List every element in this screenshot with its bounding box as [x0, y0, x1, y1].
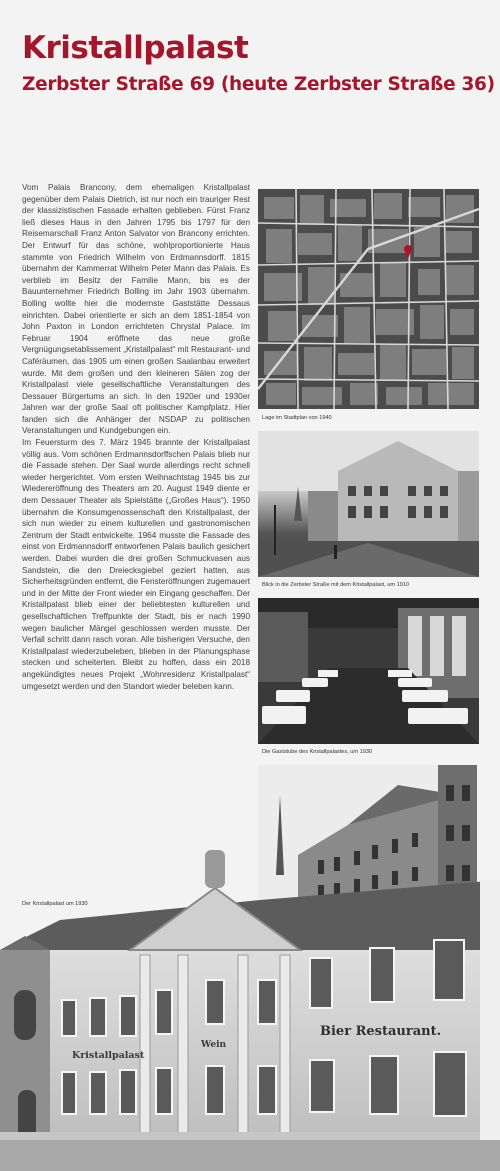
sign-wein: Wein	[201, 1040, 227, 1050]
sign-bier-restaurant: Bier Restaurant.	[320, 1024, 442, 1039]
interior-photo	[258, 598, 479, 744]
sign-kristallpalast: Kristallpalast	[72, 1050, 145, 1061]
caption-map: Lage im Stadtplan von 1940	[262, 415, 332, 421]
vase-icon	[205, 850, 225, 888]
page-title: Kristallpalast	[22, 30, 249, 66]
building-1930-photo	[0, 840, 500, 1171]
paragraph-1: Vom Palais Brancony, dem ehemaligen Kristallpalast gegenüber dem Palais Dietrich, ist nur noch ein trauriger Rest der klassizistischen Fassade erhalten geblieben. Fürst Franz ließ dieses Haus in den Jahren 1795 bis 1797 für den Reisemarschall Franz Anton Salvator von Brancony errichten. Der Entwurf für das schöne, wohlproportionierte Haus stammte von Friedrich Wilhelm von Erdmannsdorff. 1815 übernahm der Kammerrat Wilhelm Peter Mann das Palais. Es verblieb im Besitz der Familie Mann, bis es der Bauunternehmer Friedrich Bolling im Jahr 1903 übernahm. Bolling wollte hier die modernste Gaststätte Dessaus einrichten. Dabei orientierte er sich an dem 1851-1854 von John Paxton in London errichteten Chrystal Palace. Im Februar 1904 eröffnete das neue große Vergnügungsetablissement „Kristallpalast“ mit Restaurant- und Caféräumen, das 1905 um einen großen Saalanbau erweitert wurde. Mit dem großen und den kleineren Sälen zog der Kristallpalast viele gesellschaftliche Veranstaltungen des Dessauer Bürgertums an sich. In den 1920er und 1930er Jahren war der große Saal oft politischer Kampfplatz. Hier fanden sich die Anhänger der NSDAP zu politischen Veranstaltungen und Kundgebungen ein.	[22, 183, 250, 436]
article-text	[22, 182, 250, 692]
city-map-image	[258, 189, 479, 409]
caption-interior: Die Gaststube des Kristallpalastes, um 1930	[262, 749, 373, 755]
paragraph-2: Im Feuersturm des 7. März 1945 brannte der Kristallpalast völlig aus. Vom schönen Erdmannsdorffschen Palais blieb nur die Fassade stehen. Der Saal wurde allerdings recht schnell wieder hergerichtet. Vom ersten Weihnachtstag 1945 bis zur Wiedereröffnung des Theaters am 20. August 1949 diente er dem Dessauer Theater als Spielstätte („Großes Haus“). 1950 übernahm die Konsumgenossenschaft den Kristallpalast, der sich nun wieder zu einem kulturellen und gastronomischen Zentrum der Stadt entwickelte. 1964 musste die Fassade des einst von Erdmannsdorff entworfenen Palais baulich gesichert werden. Dabei wurden die drei großen Schmuckvasen aus Sandstein, die den Dreiecksgiebel geziert hatten, aus Sicherheitsgründen entfernt, die Fensteröffnungen zugemauert und in der Mitte der Front wieder ein Eingang geschaffen. Der Kristallpalast blieb einer der beliebtesten kulturellen und gesellschaftlichen Treffpunkte der Stadt, bis er nach 1990 wegen baulicher Mängel geschlossen werden musste. Der Verfall schritt dann rasch voran. Alle bisherigen Versuche, den Kristallpalast wiederzubeleben, blieben in der Planungsphase stecken und scheiterten. Bleibt zu hoffen, dass ein 2018 angekündigtes neues Projekt „Wohnresidenz Kristallpalast“ umgesetzt werden und den Standort wieder beleben kann.	[22, 438, 250, 691]
street-photo	[258, 431, 479, 577]
caption-street: Blick in die Zerbster Straße mit dem Kristallpalast, um 1910	[262, 582, 410, 588]
caption-building-1930: Der Kristallpalast um 1930	[22, 901, 88, 907]
page-subtitle: Zerbster Straße 69 (heute Zerbster Straße 36)	[22, 74, 495, 95]
